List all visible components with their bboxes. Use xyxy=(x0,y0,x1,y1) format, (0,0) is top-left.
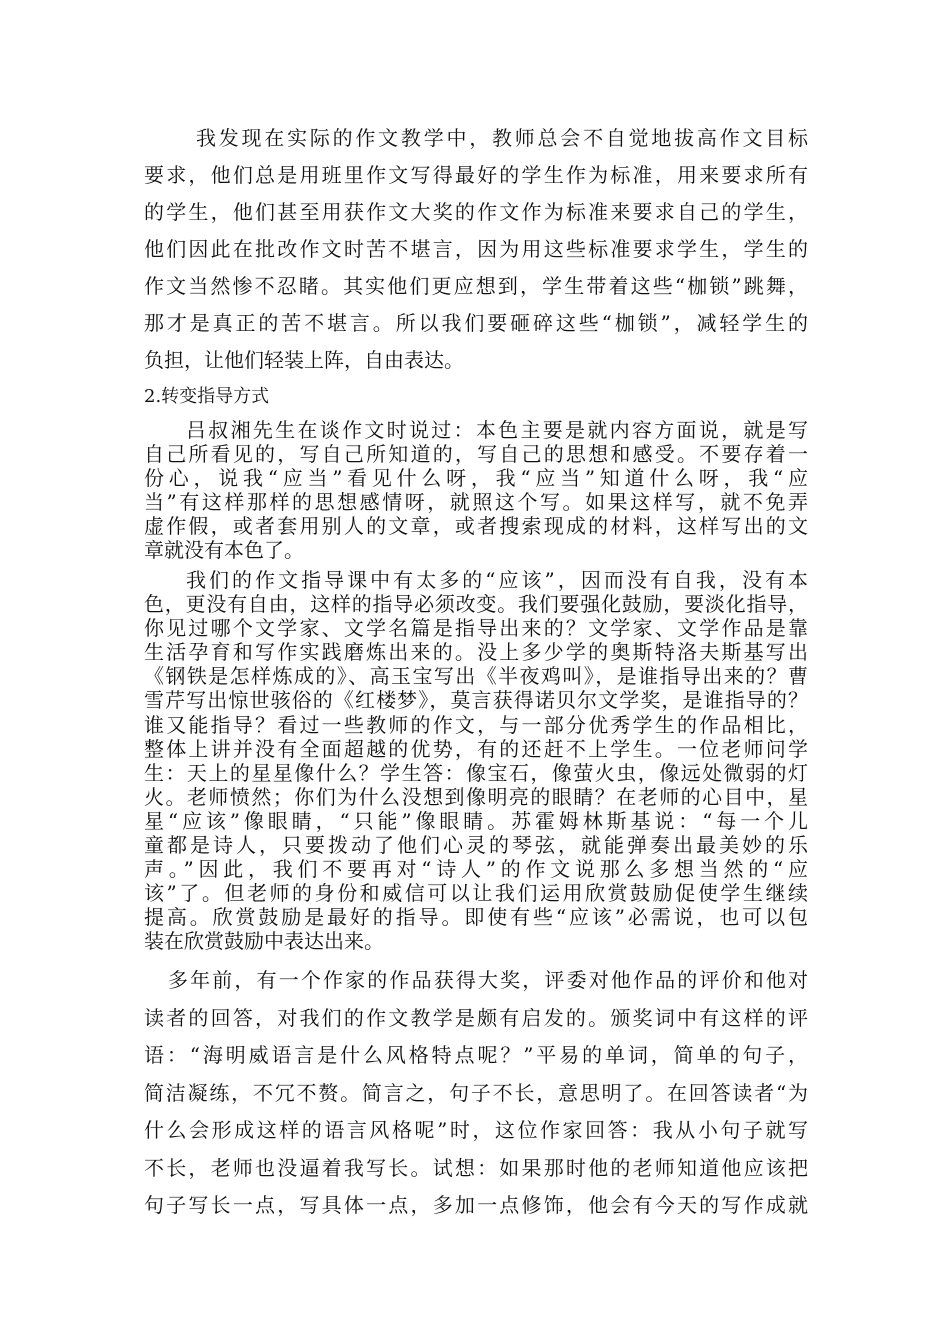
paragraph-line: 我们的作文指导课中有太多的“应该”，因而没有自我，没有本 xyxy=(186,568,808,592)
paragraph-line: 什么会形成这样的语言风格呢”时，这位作家回答：我从小句子就写 xyxy=(144,1118,808,1142)
paragraph-1 xyxy=(144,120,808,379)
paragraph-2 xyxy=(144,418,808,563)
paragraph-line: 简洁凝练，不冗不赘。简言之，句子不长，意思明了。在回答读者“为 xyxy=(144,1080,808,1105)
paragraph-line: 星“应该”像眼睛，“只能”像眼睛。苏霍姆林斯基说：“每一个儿 xyxy=(144,808,808,833)
paragraph-3 xyxy=(144,568,808,954)
paragraph-line: 你见过哪个文学家、文学名篇是指导出来的？文学家、文学作品是靠 xyxy=(144,616,808,641)
paragraph-line: 不长，老师也没逼着我写长。试想：如果那时他的老师知道他应该把 xyxy=(144,1155,808,1180)
paragraph-line: 《钢铁是怎样炼成的》、高玉宝写出《半夜鸡叫》，是谁指导出来的？曹 xyxy=(144,664,808,689)
paragraph-line: 章就没有本色了。 xyxy=(144,538,304,563)
paragraph-line: 他们因此在批改作文时苦不堪言，因为用这些标准要求学生，学生的 xyxy=(144,237,808,261)
paragraph-line: 那才是真正的苦不堪言。所以我们要砸碎这些“枷锁”，减轻学生的 xyxy=(144,311,808,335)
section-heading-text: 2.转变指导方式 xyxy=(144,386,270,407)
paragraph-line: 火。老师愤然；你们为什么没想到像明亮的眼睛？在老师的心目中，星 xyxy=(144,784,808,809)
paragraph-line: 多年前，有一个作家的作品获得大奖，评委对他作品的评价和他对 xyxy=(168,968,808,992)
paragraph-line: 生：天上的星星像什么？学生答：像宝石，像萤火虫，像远处微弱的灯 xyxy=(144,760,808,785)
section-heading xyxy=(144,382,808,412)
paragraph-line: 份心，说我“应当”看见什么呀，我“应当”知道什么呀，我“应 xyxy=(144,466,808,491)
paragraph-line: 句子写长一点，写具体一点，多加一点修饰，他会有今天的写作成就 xyxy=(144,1193,808,1217)
paragraph-line: 整体上讲并没有全面超越的优势，有的还赶不上学生。一位老师问学 xyxy=(144,736,808,761)
paragraph-line: 吕叔湘先生在谈作文时说过：本色主要是就内容方面说，就是写 xyxy=(186,418,808,442)
paragraph-line: 我发现在实际的作文教学中，教师总会不自觉地拔高作文目标 xyxy=(196,126,808,150)
paragraph-line: 要求，他们总是用班里作文写得最好的学生作为标准，用来要求所有 xyxy=(144,163,808,187)
paragraph-line: 谁又能指导？看过一些教师的作文，与一部分优秀学生的作品相比， xyxy=(144,712,808,737)
paragraph-line: 读者的回答，对我们的作文教学是颇有启发的。颁奖词中有这样的评 xyxy=(144,1005,808,1030)
paragraph-line: 生活孕育和写作实践磨炼出来的。没上多少学的奥斯特洛夫斯基写出 xyxy=(144,640,808,665)
paragraph-4 xyxy=(144,962,808,1225)
paragraph-line: 声。”因此，我们不要再对“诗人”的作文说那么多想当然的“应 xyxy=(144,857,808,882)
paragraph-line: 色，更没有自由，这样的指导必须改变。我们要强化鼓励，要淡化指导， xyxy=(144,592,808,617)
paragraph-line: 童都是诗人，只要拨动了他们心灵的琴弦，就能弹奏出最美妙的乐 xyxy=(144,833,808,858)
paragraph-line: 雪芹写出惊世骇俗的《红楼梦》，莫言获得诺贝尔文学奖，是谁指导的？ xyxy=(144,688,808,713)
paragraph-line: 的学生，他们甚至用获作文大奖的作文作为标准来要求自己的学生， xyxy=(144,200,808,224)
paragraph-line: 作文当然惨不忍睹。其实他们更应想到，学生带着这些“枷锁”跳舞， xyxy=(144,274,808,298)
paragraph-line: 自己所看见的，写自己所知道的，写自己的思想和感受。不要存着一 xyxy=(144,442,808,467)
paragraph-line: 语：“海明威语言是什么风格特点呢？”平易的单词，简单的句子， xyxy=(144,1043,808,1067)
paragraph-line: 虚作假，或者套用别人的文章，或者搜索现成的材料，这样写出的文 xyxy=(144,514,808,539)
paragraph-line: 提高。欣赏鼓励是最好的指导。即使有些“应该”必需说，也可以包 xyxy=(144,905,808,930)
paragraph-line: 当”有这样那样的思想感情呀，就照这个写。如果这样写，就不免弄 xyxy=(144,490,808,515)
paragraph-line: 负担，让他们轻装上阵，自由表达。 xyxy=(144,348,464,372)
paragraph-line: 该”了。但老师的身份和威信可以让我们运用欣赏鼓励促使学生继续 xyxy=(144,881,808,906)
paragraph-line: 装在欣赏鼓励中表达出来。 xyxy=(144,929,384,954)
